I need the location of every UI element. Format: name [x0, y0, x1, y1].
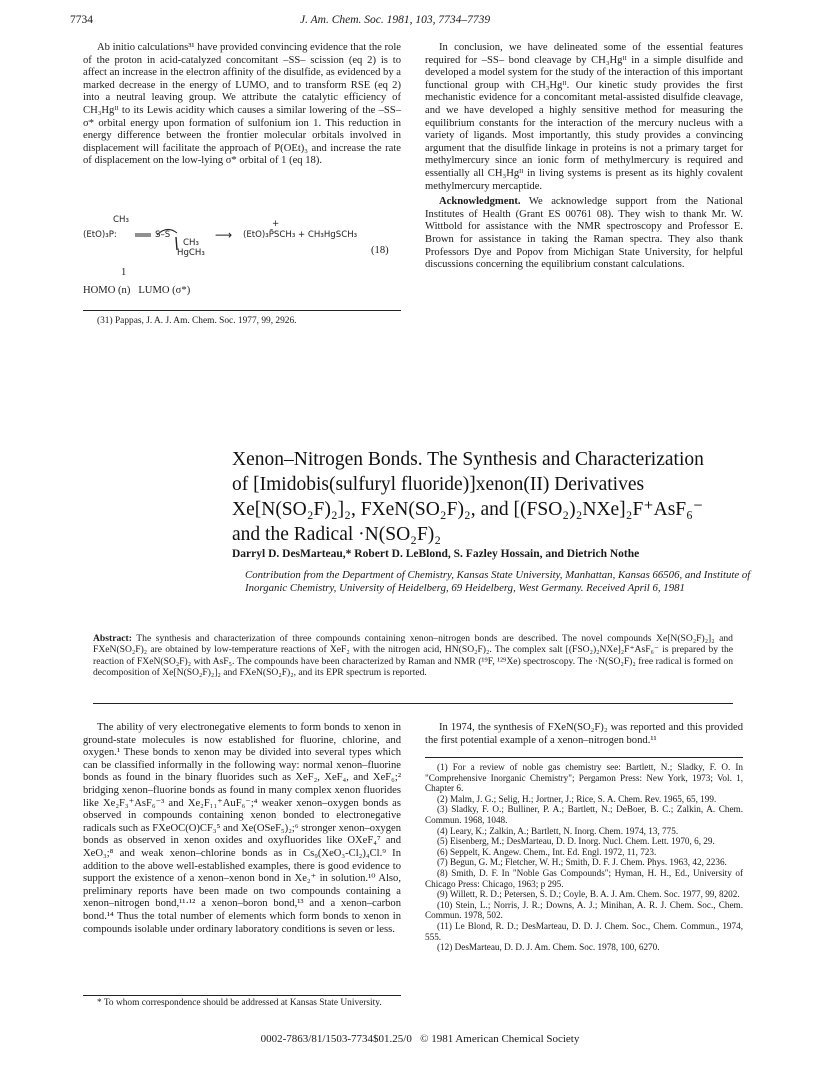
conclusion-paragraph: In conclusion, we have delineated some of the essential features required for –SS– bond cleavage by CH₃Hgᴵᴵ in a simple disulfide and developed a model system for the study of the interaction of this important functional group with CH₃Hgᴵᴵ. Our kinetic study provides the first mechanistic evidence for a concomitant metal-assisted disulfide cleavage, and we have developed a highly sensitive method for measuring the equilibrium constants for the interaction of the mercury nucleus with a variety of ligands. Most importantly, this study provides a convincing argument that the disulfide linkage in proteins is not a primary target for methylmercury since an ionic form of methylmercury is required and essentially all CH₃Hgᴵᴵ in living systems is present as its highly covalent methylmercury mercaptide. — [425, 42, 743, 192]
scheme-arrow: ⟶ — [215, 228, 233, 242]
title-line: and the Radical ·N(SO₂F)₂ — [232, 524, 442, 545]
footnote-rule — [83, 995, 401, 996]
page-number: 7734 — [70, 14, 93, 26]
compound-number: 1 — [121, 267, 127, 278]
scheme-ch3-side: CH₃ — [183, 238, 199, 248]
copyright-line: 0002-7863/81/1503-7734$01.25/0 © 1981 American Chemical Society — [260, 1033, 580, 1045]
reference-item: (1) For a review of noble gas chemistry see: Bartlett, N.; Sladky, F. O. In "Comprehensive Inorganic Chemistry"; Pergamon Press: New York, 1973; Vol. 1, Chapter 6. — [425, 762, 743, 794]
orbital-labels: HOMO (n) LUMO (σ*) — [83, 285, 191, 296]
equation-number: (18) — [371, 245, 389, 256]
title-line: of [Imidobis(sulfuryl fluoride)]xenon(II) Derivatives — [232, 474, 645, 495]
reaction-scheme — [83, 215, 401, 305]
footnote-rule — [83, 310, 401, 311]
reference-item: (11) Le Blond, R. D.; DesMarteau, D. D. J. Chem. Soc., Chem. Commun., 1974, 555. — [425, 920, 743, 942]
references-rule — [425, 757, 743, 758]
scheme-ch3-label: CH₃ — [113, 215, 129, 225]
acknowledgment-label: Acknowledgment. — [439, 196, 521, 208]
title-line: Xenon–Nitrogen Bonds. The Synthesis and Characterization — [232, 449, 704, 470]
journal-citation: J. Am. Chem. Soc. 1981, 103, 7734–7739 — [300, 14, 491, 26]
scheme-reactant: (EtO)₃P: — [83, 230, 117, 240]
title-line: Xe[N(SO₂F)₂]₂, FXeN(SO₂F)₂, and [(FSO₂)₂NXe]₂F⁺AsF₆⁻ — [232, 499, 704, 520]
acknowledgment-text: We acknowledge support from the National Institutes of Health (Grant ES 00761 08). They wish to thank Mr. W. Wittbold for assistance with the NMR spectroscopy and Professor E. Brown for assistance in taking the Raman spectra. They also thank Professors Dye and Popov from Michigan State University, for helpful discussions concerning the equilibrium constant calculations. — [425, 196, 743, 271]
scheme-hgch3: HgCH₃ — [177, 248, 205, 258]
abstract-rule — [93, 703, 733, 704]
reference-item: (7) Begun, G. M.; Fletcher, W. H.; Smith, D. F. J. Chem. Phys. 1963, 42, 2236. — [437, 857, 727, 868]
reference-list — [425, 762, 743, 953]
reference-item: (6) Seppelt, K. Angew. Chem., Int. Ed. Engl. 1972, 11, 723. — [437, 846, 657, 857]
reference-item: (8) Smith, D. F. In "Noble Gas Compounds"; Hyman, H. H., Ed., University of Chicago Press: Chicago, 1963; p 295. — [425, 867, 743, 889]
correspondence-footnote: * To whom correspondence should be addressed at Kansas State University. — [97, 998, 382, 1008]
reference-item: (9) Willett, R. D.; Petersen, S. D.; Coyle, B. A. J. Am. Chem. Soc. 1977, 99, 8202. — [437, 889, 740, 900]
top-left-column — [83, 42, 401, 168]
author-list: Darryl D. DesMarteau,* Robert D. LeBlond, S. Fazley Hossain, and Dietrich Nothe — [232, 548, 640, 560]
intro-continued-paragraph: In 1974, the synthesis of FXeN(SO₂F)₂ was reported and this provided the first potential example of a xenon–nitrogen bond.¹¹ — [425, 722, 743, 746]
reference-item: (5) Eisenberg, M.; DesMarteau, D. D. Inorg. Nucl. Chem. Lett. 1970, 6, 29. — [437, 836, 715, 847]
top-right-column — [425, 42, 743, 272]
reference-item: (4) Leary, K.; Zalkin, A.; Bartlett, N. Inorg. Chem. 1974, 13, 775. — [437, 825, 679, 836]
reference-item: (10) Stein, L.; Norris, J. R.; Downs, A. J.; Minihan, A. R. J. Chem. Soc., Chem. Commun. 1978, 502. — [425, 899, 743, 921]
reference-item: (2) Malm, J. G.; Selig, H.; Jortner, J.; Rice, S. A. Chem. Rev. 1965, 65, 199. — [437, 793, 717, 804]
body-paragraph: Ab initio calculations³¹ have provided convincing evidence that the role of the proton in acid-catalyzed concomitant –SS– scission (eq 2) is to affect an increase in the electron affinity of the disulfide, as evidenced by a marked decrease in the energy of LUMO, and to transform RSE (eq 2) into a neutral leaving group. We attribute the catalytic efficiency of CH₃Hgᴵᴵ to its Lewis acidity which causes a similar lowering of the –SS– σ* orbital energy upon formation of sulfonium ion 1. This reduction in energy difference between the frontier molecular orbitals involved in displacement will facilitate the approach of P(OEt)₃ and increase the rate of displacement on the low-lying σ* orbital of 1 (eq 18). — [83, 42, 401, 167]
reference-item: (12) DesMarteau, D. D. J. Am. Chem. Soc. 1978, 100, 6270. — [437, 942, 660, 953]
affiliation: Contribution from the Department of Chemistry, Kansas State University, Manhattan, Kansas 66506, and Institute of Inorganic Chemistry, University of Heidelberg, 69 Heidelberg, West Germany. Received April 6, 1981 — [245, 569, 751, 594]
abstract-text: The synthesis and characterization of three compounds containing xenon–nitrogen bonds are described. The novel compounds Xe[N(SO₂F)₂]₂ and FXeN(SO₂F)₂ are obtained by low-temperature reactions of XeF₂ with the nitrogen acid, HN(SO₂F)₂. The complex salt [(FSO₂)₂NXe]₂F⁺AsF₆⁻ is prepared by the reaction of FXeN(SO₂F)₂ with AsF₅. The compounds have been characterized by Raman and NMR (¹⁹F, ¹²⁹Xe) spectroscopy. The ·N(SO₂F)₂ free radical is formed on decomposition of Xe[N(SO₂F)₂]₂ and FXeN(SO₂F)₂, and its EPR spectrum is reported. — [93, 633, 733, 679]
scheme-products: (EtO)₃P̄SCH₃ + CH₃HgSCH₃ — [243, 230, 358, 240]
abstract-label: Abstract: — [93, 633, 132, 644]
bottom-right-column — [425, 722, 743, 747]
article-title — [232, 447, 792, 547]
reference-item: (3) Sladky, F. O.; Bulliner, P. A.; Bartlett, N.; DeBoer, B. C.; Zalkin, A. Chem. Commun. 1968, 1048. — [425, 804, 743, 825]
scheme-plus-mark: + — [272, 219, 280, 229]
bottom-left-column — [83, 722, 401, 936]
scheme-s-atoms: S–S — [155, 230, 171, 240]
acknowledgment-paragraph — [425, 196, 743, 272]
footnote-31: (31) Pappas, J. A. J. Am. Chem. Soc. 1977, 99, 2926. — [97, 316, 297, 326]
abstract — [93, 633, 733, 679]
intro-paragraph: The ability of very electronegative elements to form bonds to xenon in ground-state molecules is now established for fluorine, chlorine, and oxygen.¹ These bonds to xenon may be divided into several types which can be classified informally in the following way: normal xenon–fluorine bonds as found in the binary fluorides such as XeF₂, XeF₄, and XeF₆;² bridging xenon–fluorine bonds as found in many complex xenon fluorides like Xe₂F₃⁺AsF₆⁻³ and Xe₂F₁₁⁺AuF₆⁻;⁴ weaker xenon–oxygen bonds as observed in compounds containing xenon bonded to electronegative radicals such as FXeOC(O)CF₃⁵ and Xe(OSeF₅)₂;⁶ stronger xenon–oxygen bonds as observed in xenon oxides and oxyfluorides like OXeF₄⁷ and XeO₃;⁸ and weak xenon–chlorine bonds as in Cs₉(XeO₃-Cl₂)₄Cl.⁹ In addition to the above well-established examples, there is good evidence to support the existence of a xenon–xenon bond in Xe₂⁺ in solution.¹⁰ Also, preliminary reports have been made on two compounds containing a xenon–nitrogen bond,¹¹·¹² a xenon–boron bond,¹³ and a xenon–carbon bond.¹⁴ Thus the total number of elements which form bonds to xenon in compounds isolable under ordinary laboratory conditions is seven or less. — [83, 722, 401, 935]
